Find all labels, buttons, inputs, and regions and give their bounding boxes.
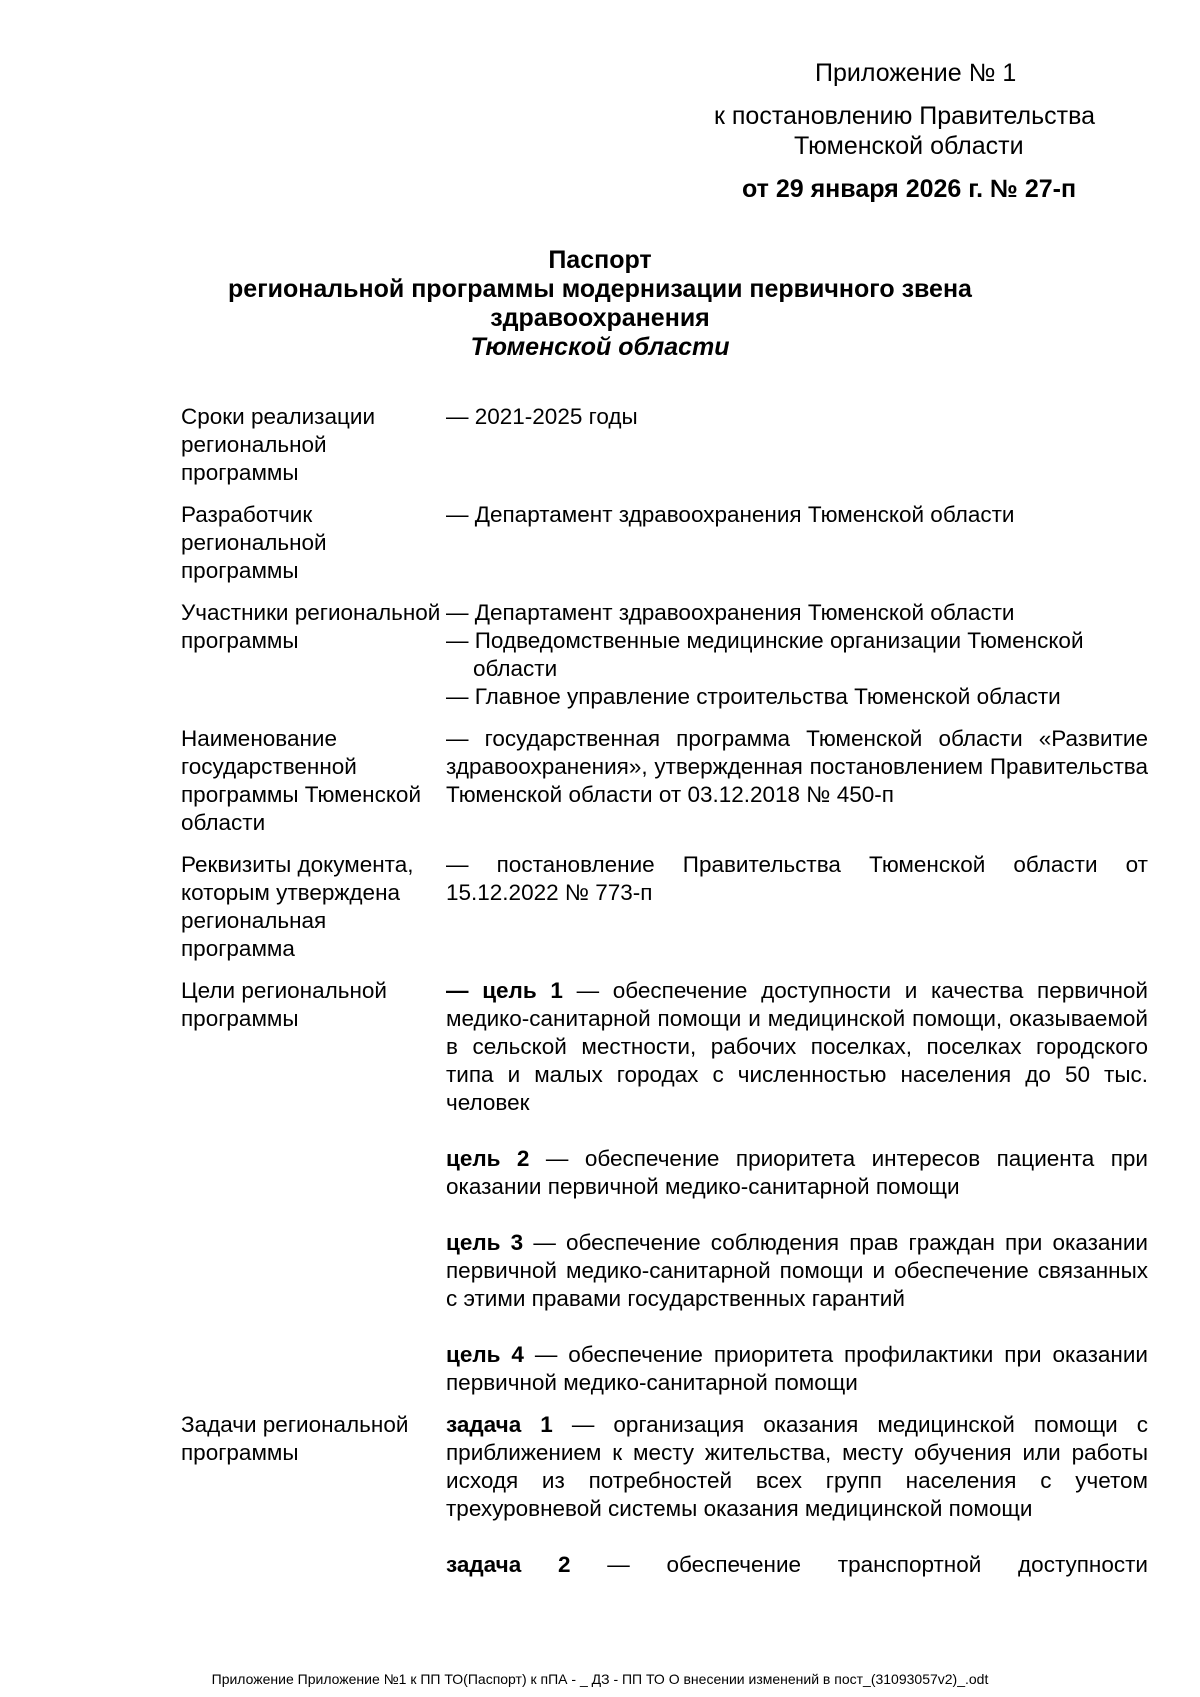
- row-value: [446, 1411, 1148, 1579]
- row-value: [446, 977, 1148, 1397]
- row-document: [181, 851, 1148, 963]
- task-prefix: задача 2: [446, 1552, 571, 1577]
- passport-table: [181, 403, 1148, 1593]
- row-label: Участники региональной программы: [181, 600, 441, 653]
- goal-item: [446, 977, 1148, 1117]
- goal-text: — обеспечение соблюдения прав граждан при оказании первичной медико-санитарной помощи и обеспечение связанных с этими правами государственных гарантий: [446, 1230, 1148, 1311]
- row-label: Наименование государственной программы Тюменской области: [181, 726, 422, 835]
- goal-text: — обеспечение доступности и качества первичной медико-санитарной помощи и медицинской помощи, оказываемой в сельской местности, рабочих поселках, поселках городского типа и малых городах с численностью населения до 50 тыс. человек: [446, 978, 1148, 1115]
- row-value: [446, 599, 1148, 711]
- goal-text: — обеспечение приоритета профилактики при оказании первичной медико-санитарной помощи: [446, 1342, 1148, 1395]
- appendix-region: Тюменской области: [794, 132, 1024, 160]
- title-line-passport: Паспорт: [548, 246, 652, 274]
- row-label: Разработчик региональной программы: [181, 502, 327, 583]
- goal-item: [446, 1145, 1148, 1201]
- participant-item: — Подведомственные медицинские организации Тюменской области: [446, 628, 1084, 681]
- row-label: Реквизиты документа, которым утверждена региональная программа: [181, 852, 414, 961]
- row-terms: [181, 403, 1148, 487]
- title-line-healthcare: здравоохранения: [490, 304, 710, 332]
- row-value: — постановление Правительства Тюменской области от 15.12.2022 № 773-п: [446, 852, 1148, 905]
- row-state-program: [181, 725, 1148, 837]
- row-value: — государственная программа Тюменской области «Развитие здравоохранения», утвержденная постановлением Правительства Тюменской области от 03.12.2018 № 450-п: [446, 726, 1148, 807]
- row-label: Задачи региональной программы: [181, 1412, 409, 1465]
- task-text: — обеспечение транспортной доступности: [570, 1552, 1148, 1577]
- goal-prefix: — цель 1: [446, 978, 563, 1003]
- row-participants: [181, 599, 1148, 711]
- document-title: [0, 246, 1200, 362]
- task-text: — организация оказания медицинской помощи с приближением к месту жительства, месту обучения или работы исходя из потребностей всех групп населения с учетом трехуровневой системы оказания медицинской помощи: [446, 1412, 1148, 1521]
- task-prefix: задача 1: [446, 1412, 553, 1437]
- task-item: [446, 1551, 1148, 1579]
- appendix-date-number: от 29 января 2026 г. № 27-п: [742, 175, 1077, 203]
- goal-prefix: цель 2: [446, 1146, 530, 1171]
- appendix-number: Приложение № 1: [815, 59, 1017, 87]
- row-tasks: [181, 1411, 1148, 1579]
- participant-item: — Департамент здравоохранения Тюменской области: [446, 600, 1015, 625]
- title-line-region: Тюменской области: [470, 333, 730, 361]
- row-developer: [181, 501, 1148, 585]
- row-goals: [181, 977, 1148, 1397]
- goal-prefix: цель 4: [446, 1342, 524, 1367]
- file-footer: Приложение Приложение №1 к ПП ТО(Паспорт) к пПА - _ ДЗ - ПП ТО О внесении изменений в пост_(31093057v2)_.odt: [211, 1671, 989, 1687]
- row-label: Цели региональной программы: [181, 978, 387, 1031]
- row-value: — Департамент здравоохранения Тюменской области: [446, 502, 1015, 527]
- task-item: [446, 1411, 1148, 1523]
- title-line-program: региональной программы модернизации первичного звена: [228, 275, 972, 303]
- row-label: Сроки реализации региональной программы: [181, 404, 376, 485]
- row-value: — 2021-2025 годы: [446, 404, 638, 429]
- goal-text: — обеспечение приоритета интересов пациента при оказании первичной медико-санитарной помощи: [446, 1146, 1148, 1199]
- appendix-resolution-ref: к постановлению Правительства: [714, 102, 1096, 130]
- goal-item: [446, 1229, 1148, 1313]
- goal-item: [446, 1341, 1148, 1397]
- goal-prefix: цель 3: [446, 1230, 524, 1255]
- participant-item: — Главное управление строительства Тюменской области: [446, 684, 1061, 709]
